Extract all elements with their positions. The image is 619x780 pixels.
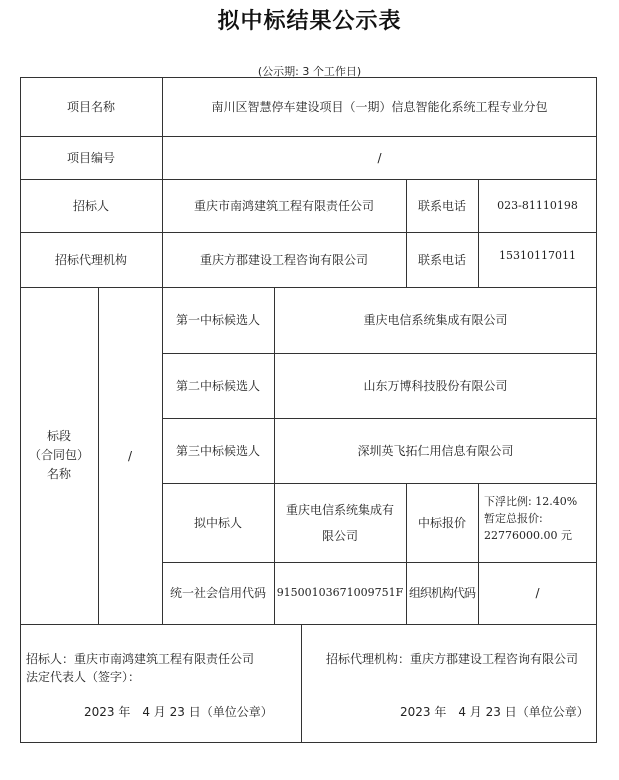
credit-code-value: 91500103671009751F: [276, 586, 404, 599]
candidate-3-label: 第三中标候选人: [175, 443, 260, 458]
section-label: [20, 287, 98, 624]
winner-value: [274, 483, 406, 562]
section-label-line: 名称: [46, 467, 71, 481]
agency-date: 2023 年 4 月 23 日（单位公章）: [400, 705, 589, 719]
project-number-label: 项目编号: [66, 150, 115, 165]
project-number-value: /: [377, 150, 382, 165]
org-code-label: 组织机构代码: [408, 586, 475, 600]
legal-representative: 法定代表人（签字）：: [26, 670, 141, 684]
project-name-value: 南川区智慧停车建设项目（一期）信息智能化系统工程专业分包: [211, 99, 548, 114]
candidate-1-label: 第一中标候选人: [175, 313, 260, 327]
column-divider: [301, 624, 302, 743]
project-name-label: 项目名称: [66, 99, 115, 114]
provisional-price-value: 22776000.00: [484, 529, 558, 542]
winner-label: 拟中标人: [193, 515, 242, 530]
agency-value: 重庆方郡建设工程咨询有限公司: [199, 252, 368, 267]
section-label-line: （合同包）: [28, 448, 89, 462]
agency-signature: 招标代理机构：重庆方郡建设工程咨询有限公司: [326, 652, 579, 666]
provisional-price: [484, 527, 594, 544]
agency-phone-label: 联系电话: [417, 252, 466, 267]
tenderer-value: 重庆市南鸿建筑工程有限责任公司: [193, 198, 374, 213]
publicity-period: (公示期: 3 个工作日): [257, 65, 362, 78]
candidate-3-value: 深圳英飞拓仁用信息有限公司: [357, 443, 514, 458]
tenderer-signature: 招标人：重庆市南鸿建筑工程有限责任公司: [26, 652, 255, 666]
candidate-1-value: 重庆电信系统集成有限公司: [363, 313, 508, 327]
credit-code-label: 统一社会信用代码: [169, 586, 266, 600]
tenderer-date: 2023 年 4 月 23 日（单位公章）: [84, 705, 273, 719]
provisional-price-unit: 元: [560, 529, 572, 542]
winner-value-line: 重庆电信系统集成有: [285, 502, 394, 517]
agency-phone-value: 15310117011: [499, 249, 576, 262]
agency-label: 招标代理机构: [54, 252, 127, 267]
tenderer-phone-value: 023-81110198: [497, 198, 578, 212]
winner-value-line: 限公司: [321, 528, 358, 543]
section-label-line: 标段: [46, 429, 71, 443]
candidate-2-value: 山东万博科技股份有限公司: [363, 378, 508, 393]
section-value: /: [127, 448, 133, 463]
tenderer-phone-label: 联系电话: [417, 198, 466, 213]
float-ratio-value: 12.40%: [535, 495, 578, 508]
page-title: 拟中标结果公示表: [217, 8, 402, 34]
tenderer-label: 招标人: [72, 198, 109, 213]
winner-price-label: 中标报价: [417, 515, 466, 530]
row-divider: [20, 624, 597, 625]
org-code-value: /: [535, 586, 540, 600]
provisional-price-label: 暂定总报价:: [484, 512, 543, 525]
candidate-2-label: 第二中标候选人: [175, 378, 260, 393]
winner-price-value: [484, 493, 594, 544]
float-ratio: [484, 493, 594, 510]
float-ratio-label: 下浮比例:: [484, 495, 532, 508]
